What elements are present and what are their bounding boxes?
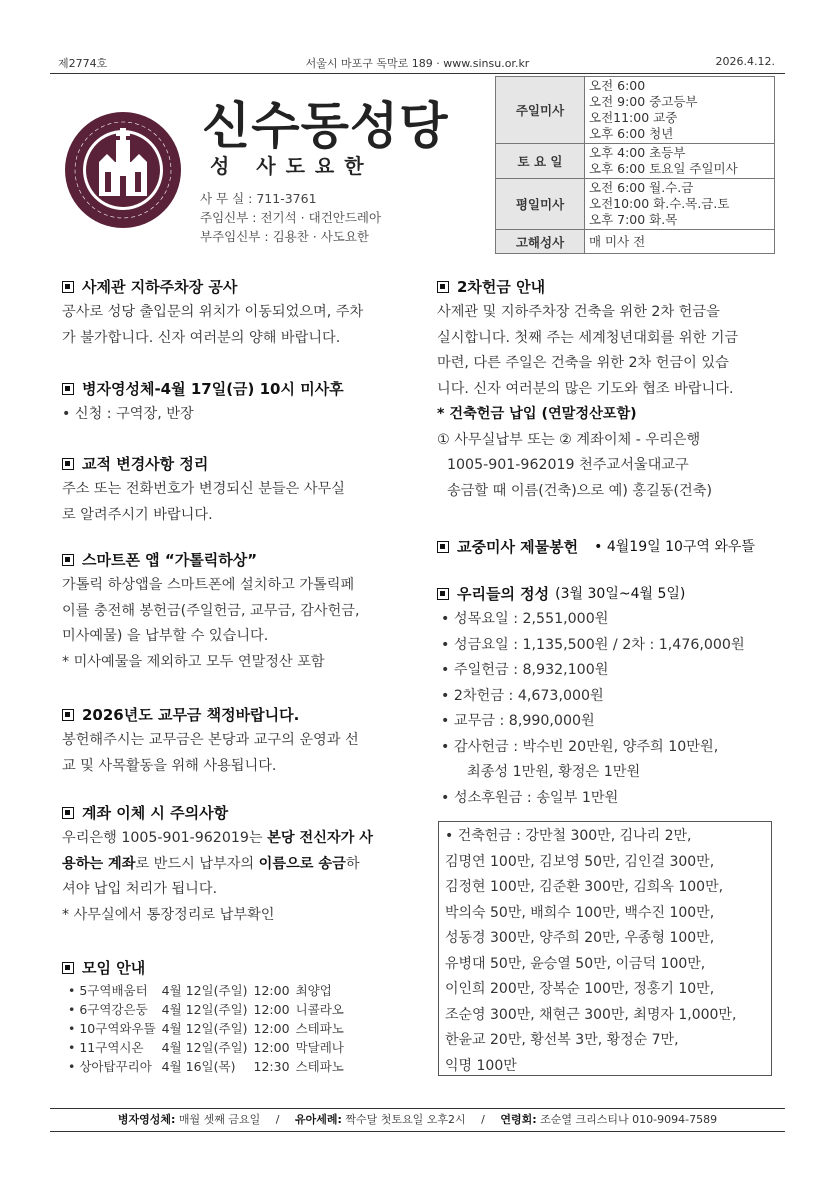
- notice-text: 교 및 사목활동을 위해 사용됩니다.: [62, 757, 277, 774]
- assistant-name: 김용찬 · 사도요한: [272, 229, 370, 244]
- text-run: 로 반드시 납부자의: [135, 855, 259, 872]
- checkbox-icon: [437, 588, 449, 600]
- assistant-line: 부주임신부 : 김용찬 · 사도요한: [200, 229, 370, 244]
- meeting-date: 4월 12일(주일): [161, 1002, 248, 1017]
- notice-text: 실시합니다. 첫째 주는 세계청년대회를 위한 기금: [437, 329, 739, 346]
- mass-row-weekday: [496, 179, 775, 230]
- mass-label: 주일미사: [496, 77, 585, 144]
- meeting-group: • 11구역시온: [68, 1038, 162, 1057]
- meeting-date: 4월 12일(주일): [161, 1021, 248, 1036]
- notice-text: 가톨릭 하상앱을 스마트폰에 설치하고 가톨릭페: [62, 577, 355, 593]
- mass-label: 평일미사: [496, 179, 585, 230]
- church-name: 신수동성당: [202, 97, 449, 155]
- checkbox-icon: [62, 807, 74, 819]
- building-donations-box: [438, 821, 772, 1076]
- notice-second-collection: [437, 277, 782, 504]
- notice-text: ① 사무실납부 또는 ② 계좌이체 - 우리은행: [437, 431, 701, 448]
- mass-row-saturday: [496, 144, 775, 179]
- mass-time: 매 미사 전: [585, 230, 775, 254]
- office-label: 사 무 실: [200, 191, 245, 206]
- list-item: • 교무금 : 8,990,000원: [441, 709, 782, 735]
- section-title: 계좌 이체 시 주의사항: [82, 804, 229, 822]
- footer-value: 매월 셋째 금요일: [178, 1113, 261, 1126]
- notice-parish-dues: [62, 705, 412, 779]
- notice-text: 주소 또는 전화번호가 변경되신 분들은 사무실: [62, 481, 345, 497]
- pastor-name: 전기석 · 대건안드레아: [260, 210, 382, 225]
- notice-text: 사제관 및 지하주차장 건축을 위한 2차 헌금을: [437, 304, 720, 320]
- table-row: [68, 1038, 350, 1057]
- donation-line: 성동경 300만, 양주희 20만, 우종형 100만,: [445, 930, 715, 946]
- text-run-bold: 본당 전신자가 사: [267, 830, 373, 846]
- footer-label: 연령회:: [500, 1113, 537, 1126]
- mass-row-sunday: [496, 77, 775, 144]
- section-title: 스마트폰 앱 “가톨릭하상”: [82, 551, 258, 569]
- list-item: • 성금요일 : 1,135,500원 / 2차 : 1,476,000원: [441, 633, 782, 659]
- notice-parking: [62, 277, 412, 351]
- notice-sick-communion: [62, 379, 412, 428]
- mass-time: 오전11:00 교중: [589, 110, 678, 125]
- notice-text: [62, 826, 412, 852]
- text-run: 우리은행 1005-901-962019는: [62, 830, 268, 846]
- meeting-group: • 6구역강은둥: [68, 1000, 162, 1019]
- table-row: [68, 1019, 350, 1038]
- meeting-person: 니콜라오: [295, 1002, 344, 1017]
- section-title: 병자영성체-4월 17일(금) 10시 미사후: [82, 380, 344, 398]
- checkbox-icon: [62, 962, 74, 974]
- contribution-period: (3월 30일~4월 5일): [555, 586, 686, 602]
- meeting-time: 12:00: [253, 1002, 290, 1017]
- notice-meetings: [62, 958, 422, 1076]
- list-item: • 신청 : 구역장, 반장: [62, 402, 412, 428]
- pastor-label: 주임신부: [200, 210, 249, 225]
- donation-line: 박의숙 50만, 배희수 100만, 백수진 100만,: [445, 904, 715, 921]
- donation-line: 김명연 100만, 김보영 50만, 김인걸 300만,: [445, 853, 715, 870]
- notice-subheading: * 건축헌금 납입 (연말정산포함): [437, 406, 637, 422]
- list-item: • 2차헌금 : 4,673,000원: [441, 684, 782, 710]
- table-row: [68, 1000, 350, 1019]
- section-title: 2차헌금 안내: [457, 278, 546, 296]
- notice-registry: [62, 454, 412, 528]
- checkbox-icon: [62, 458, 74, 470]
- checkbox-icon: [62, 383, 74, 395]
- table-row: [68, 981, 350, 1000]
- checkbox-icon: [62, 709, 74, 721]
- mass-label: 토 요 일: [496, 144, 585, 179]
- donation-line: 이인희 200만, 장복순 100만, 정홍기 10만,: [445, 981, 715, 997]
- section-title: 모임 안내: [82, 959, 146, 977]
- meeting-group: • 상아탑꾸리아: [68, 1057, 162, 1076]
- meetings-table: [68, 981, 350, 1076]
- table-row: [68, 1057, 350, 1076]
- donation-line: 한윤교 20만, 황선복 3만, 황정순 7만,: [445, 1032, 679, 1048]
- mass-schedule-table: [495, 76, 775, 254]
- mass-time: 오후 6:00 청년: [589, 126, 674, 141]
- mass-time: 오후 7:00 화.목: [589, 212, 678, 227]
- list-item: • 감사헌금 : 박수빈 20만원, 양주희 10만원,: [441, 735, 782, 761]
- meeting-date: 4월 12일(주일): [161, 1040, 248, 1055]
- checkbox-icon: [62, 281, 74, 293]
- notice-text: 공사로 성당 출입문의 위치가 이동되었으며, 주차: [62, 304, 364, 320]
- pastor-line: 주임신부 : 전기석 · 대건안드레아: [200, 210, 382, 225]
- church-logo: [63, 110, 183, 230]
- offering-item: • 4월19일 10구역 와우뜰: [594, 537, 755, 557]
- mass-time: 오후 6:00 토요일 주일미사: [589, 161, 738, 176]
- footer-label: 병자영성체:: [117, 1113, 176, 1126]
- list-item: • 성목요일 : 2,551,000원: [441, 607, 782, 633]
- notice-text: 니다. 신자 여러분의 많은 기도와 협조 바랍니다.: [437, 380, 734, 397]
- checkbox-icon: [437, 281, 449, 293]
- section-title: 교중미사 제물봉헌: [457, 538, 579, 556]
- notice-text: 로 알려주시기 바랍니다.: [62, 506, 213, 523]
- footer-label: 유아세례:: [295, 1113, 342, 1126]
- meeting-time: 12:00: [253, 1040, 290, 1055]
- notice-smartphone-app: [62, 550, 412, 675]
- donation-line: • 건축헌금 : 강만철 300만, 김나리 2만,: [445, 824, 765, 850]
- footer-bar: [50, 1108, 785, 1132]
- office-phone: 711-3761: [256, 191, 317, 206]
- text-run-bold: 이름으로 송금: [258, 855, 346, 872]
- list-item-continued: 최종성 1만원, 황정은 1만원: [467, 764, 641, 780]
- mass-time: 오전 6:00: [589, 78, 646, 93]
- checkbox-icon: [437, 541, 449, 553]
- notice-text: 미사예물) 을 납부할 수 있습니다.: [62, 628, 269, 644]
- meeting-group: • 10구역와우뜰: [68, 1019, 162, 1038]
- notice-text: 이를 충전해 봉헌금(주일헌금, 교무금, 감사헌금,: [62, 602, 360, 619]
- meeting-time: 12:00: [253, 1021, 290, 1036]
- notice-text: 송금할 때 이름(건축)으로 예) 홍길동(건축): [447, 482, 712, 499]
- footer-divider: /: [275, 1113, 280, 1126]
- notice-contributions: [437, 584, 782, 811]
- meeting-person: 스테파노: [295, 1059, 344, 1074]
- section-title: 교적 변경사항 정리: [82, 455, 209, 473]
- footer-value: 조순열 크리스티나 010-9094-7589: [540, 1113, 718, 1126]
- office-line: 사 무 실 : 711-3761: [200, 191, 317, 206]
- meeting-person: 막달레나: [295, 1040, 344, 1055]
- notice-offering: [437, 537, 782, 560]
- list-item: • 성소후원금 : 송일부 1만원: [441, 786, 782, 812]
- assistant-label: 부주임신부: [200, 229, 261, 244]
- top-bar: [50, 52, 785, 74]
- notice-text: 가 불가합니다. 신자 여러분의 양해 바랍니다.: [62, 329, 341, 346]
- church-patron: 성 사도요한: [210, 154, 374, 178]
- meeting-group: • 5구역배움터: [68, 981, 162, 1000]
- notice-text: 봉헌해주시는 교무금은 본당과 교구의 운영과 선: [62, 732, 359, 748]
- section-title: 2026년도 교무금 책정바랍니다.: [82, 706, 300, 724]
- text-run: 하: [345, 855, 360, 872]
- mass-time: 오전10:00 화.수.목.금.토: [589, 196, 730, 211]
- mass-row-confession: [496, 230, 775, 254]
- list-item: • 주일헌금 : 8,932,100원: [441, 658, 782, 684]
- notice-note: * 미사예물을 제외하고 모두 연말정산 포함: [62, 653, 325, 670]
- notice-text: 셔야 납입 처리가 됩니다.: [62, 881, 218, 897]
- notice-text: [62, 852, 412, 878]
- donation-line: 김정현 100만, 김준환 300만, 김희옥 100만,: [445, 879, 724, 895]
- meeting-time: 12:30: [253, 1059, 290, 1074]
- meeting-person: 최양업: [295, 983, 332, 998]
- donation-line: 유병대 50만, 윤승열 50만, 이금덕 100만,: [445, 955, 706, 972]
- mass-time: 오후 4:00 초등부: [589, 145, 686, 160]
- meeting-date: 4월 12일(주일): [161, 983, 248, 998]
- footer-divider: /: [481, 1113, 485, 1126]
- notice-note: * 사무실에서 통장정리로 납부확인: [62, 906, 275, 923]
- notice-text: 마련, 다른 주일은 건축을 위한 2차 헌금이 있습: [437, 355, 729, 371]
- section-title: 우리들의 정성: [457, 585, 550, 603]
- issue-number: 제2774호: [58, 57, 108, 70]
- meeting-person: 스테파노: [295, 1021, 344, 1036]
- notice-bank-transfer: [62, 803, 412, 928]
- donation-line: 조순영 300만, 채현근 300만, 최명자 1,000만,: [445, 1006, 737, 1023]
- mass-label: 고해성사: [496, 230, 585, 254]
- footer-value: 짝수달 첫토요일 오후2시: [345, 1113, 466, 1126]
- meeting-date: 4월 16일(목): [161, 1059, 236, 1074]
- donation-line: 익명 100만: [445, 1057, 517, 1074]
- checkbox-icon: [62, 554, 74, 566]
- section-title: 사제관 지하주차장 공사: [82, 278, 238, 296]
- meeting-time: 12:00: [253, 983, 290, 998]
- notice-text: 1005-901-962019 천주교서울대교구: [447, 457, 689, 473]
- issue-date: 2026.4.12.: [715, 55, 775, 68]
- mass-time: 오전 6:00 월.수.금: [589, 180, 694, 195]
- mass-time: 오전 9:00 중고등부: [589, 94, 698, 109]
- text-run-bold: 용하는 계좌: [62, 855, 136, 872]
- church-address: 서울시 마포구 독막로 189 · www.sinsu.or.kr: [305, 57, 530, 70]
